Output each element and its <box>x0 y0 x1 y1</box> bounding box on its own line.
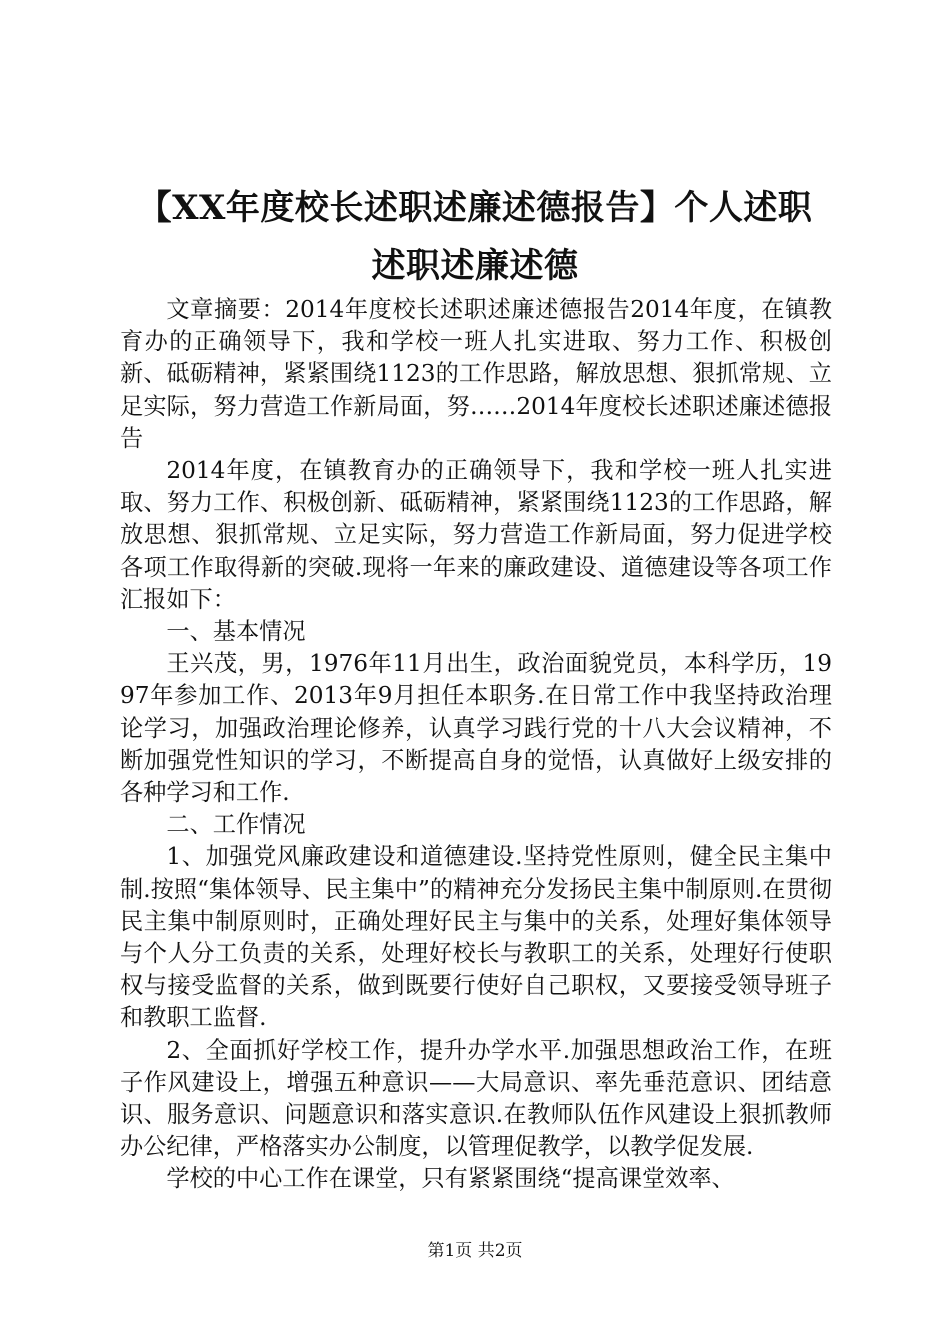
work-paragraph-1: 1、加强党风廉政建设和道德建设.坚持党性原则，健全民主集中制.按照“集体领导、民主集中”的精神充分发扬民主集中制原则.在贯彻民主集中制原则时，正确处理好民主与集中的关系，处理好集体领导与个人分工负责的关系，处理好校长与教职工的关系，处理好行使职权与接受监督的关系，做到既要行使好自己职权，又要接受领导班子和教职工监督. <box>120 843 832 1032</box>
document-title-line-1: 【XX年度校长述职述廉述德报告】个人述职 <box>137 188 813 228</box>
section-heading-work: 二、工作情况 <box>166 811 306 839</box>
section-heading-basic-info: 一、基本情况 <box>166 618 306 646</box>
basic-info-paragraph: 王兴茂，男，1976年11月出生，政治面貌党员，本科学历，1997年参加工作、2013年9月担任本职务.在日常工作中我坚持政治理论学习，加强政治理论修养，认真学习践行党的十八大会议精神，不断加强党性知识的学习，不断提高自身的觉悟，认真做好上级安排的各种学习和工作. <box>120 650 832 807</box>
work-paragraph-3: 学校的中心工作在课堂，只有紧紧围绕“提高课堂效率、 <box>166 1165 735 1193</box>
abstract-paragraph: 文章摘要：2014年度校长述职述廉述德报告2014年度，在镇教育办的正确领导下，我和学校一班人扎实进取、努力工作、积极创新、砥砺精神，紧紧围绕1123的工作思路，解放思想、狠抓常规、立足实际，努力营造工作新局面，努……2014年度校长述职述廉述德报告 <box>120 296 832 452</box>
document-body <box>120 294 832 1196</box>
work-paragraph-2: 2、全面抓好学校工作，提升办学水平.加强思想政治工作，在班子作风建设上，增强五种意识——大局意识、率先垂范意识、团结意识、服务意识、问题意识和落实意识.在教师队伍作风建设上狠抓教师办公纪律，严格落实办公制度，以管理促教学，以教学促发展. <box>120 1036 832 1161</box>
document-title-line-2: 述职述廉述德 <box>371 246 579 286</box>
intro-paragraph: 2014年度，在镇教育办的正确领导下，我和学校一班人扎实进取、努力工作、积极创新、砥砺精神，紧紧围绕1123的工作思路，解放思想、狠抓常规、立足实际，努力营造工作新局面，努力促进学校各项工作取得新的突破.现将一年来的廉政建设、道德建设等各项工作汇报如下： <box>120 457 832 613</box>
page-footer: 第1页 共2页 <box>427 1241 523 1261</box>
